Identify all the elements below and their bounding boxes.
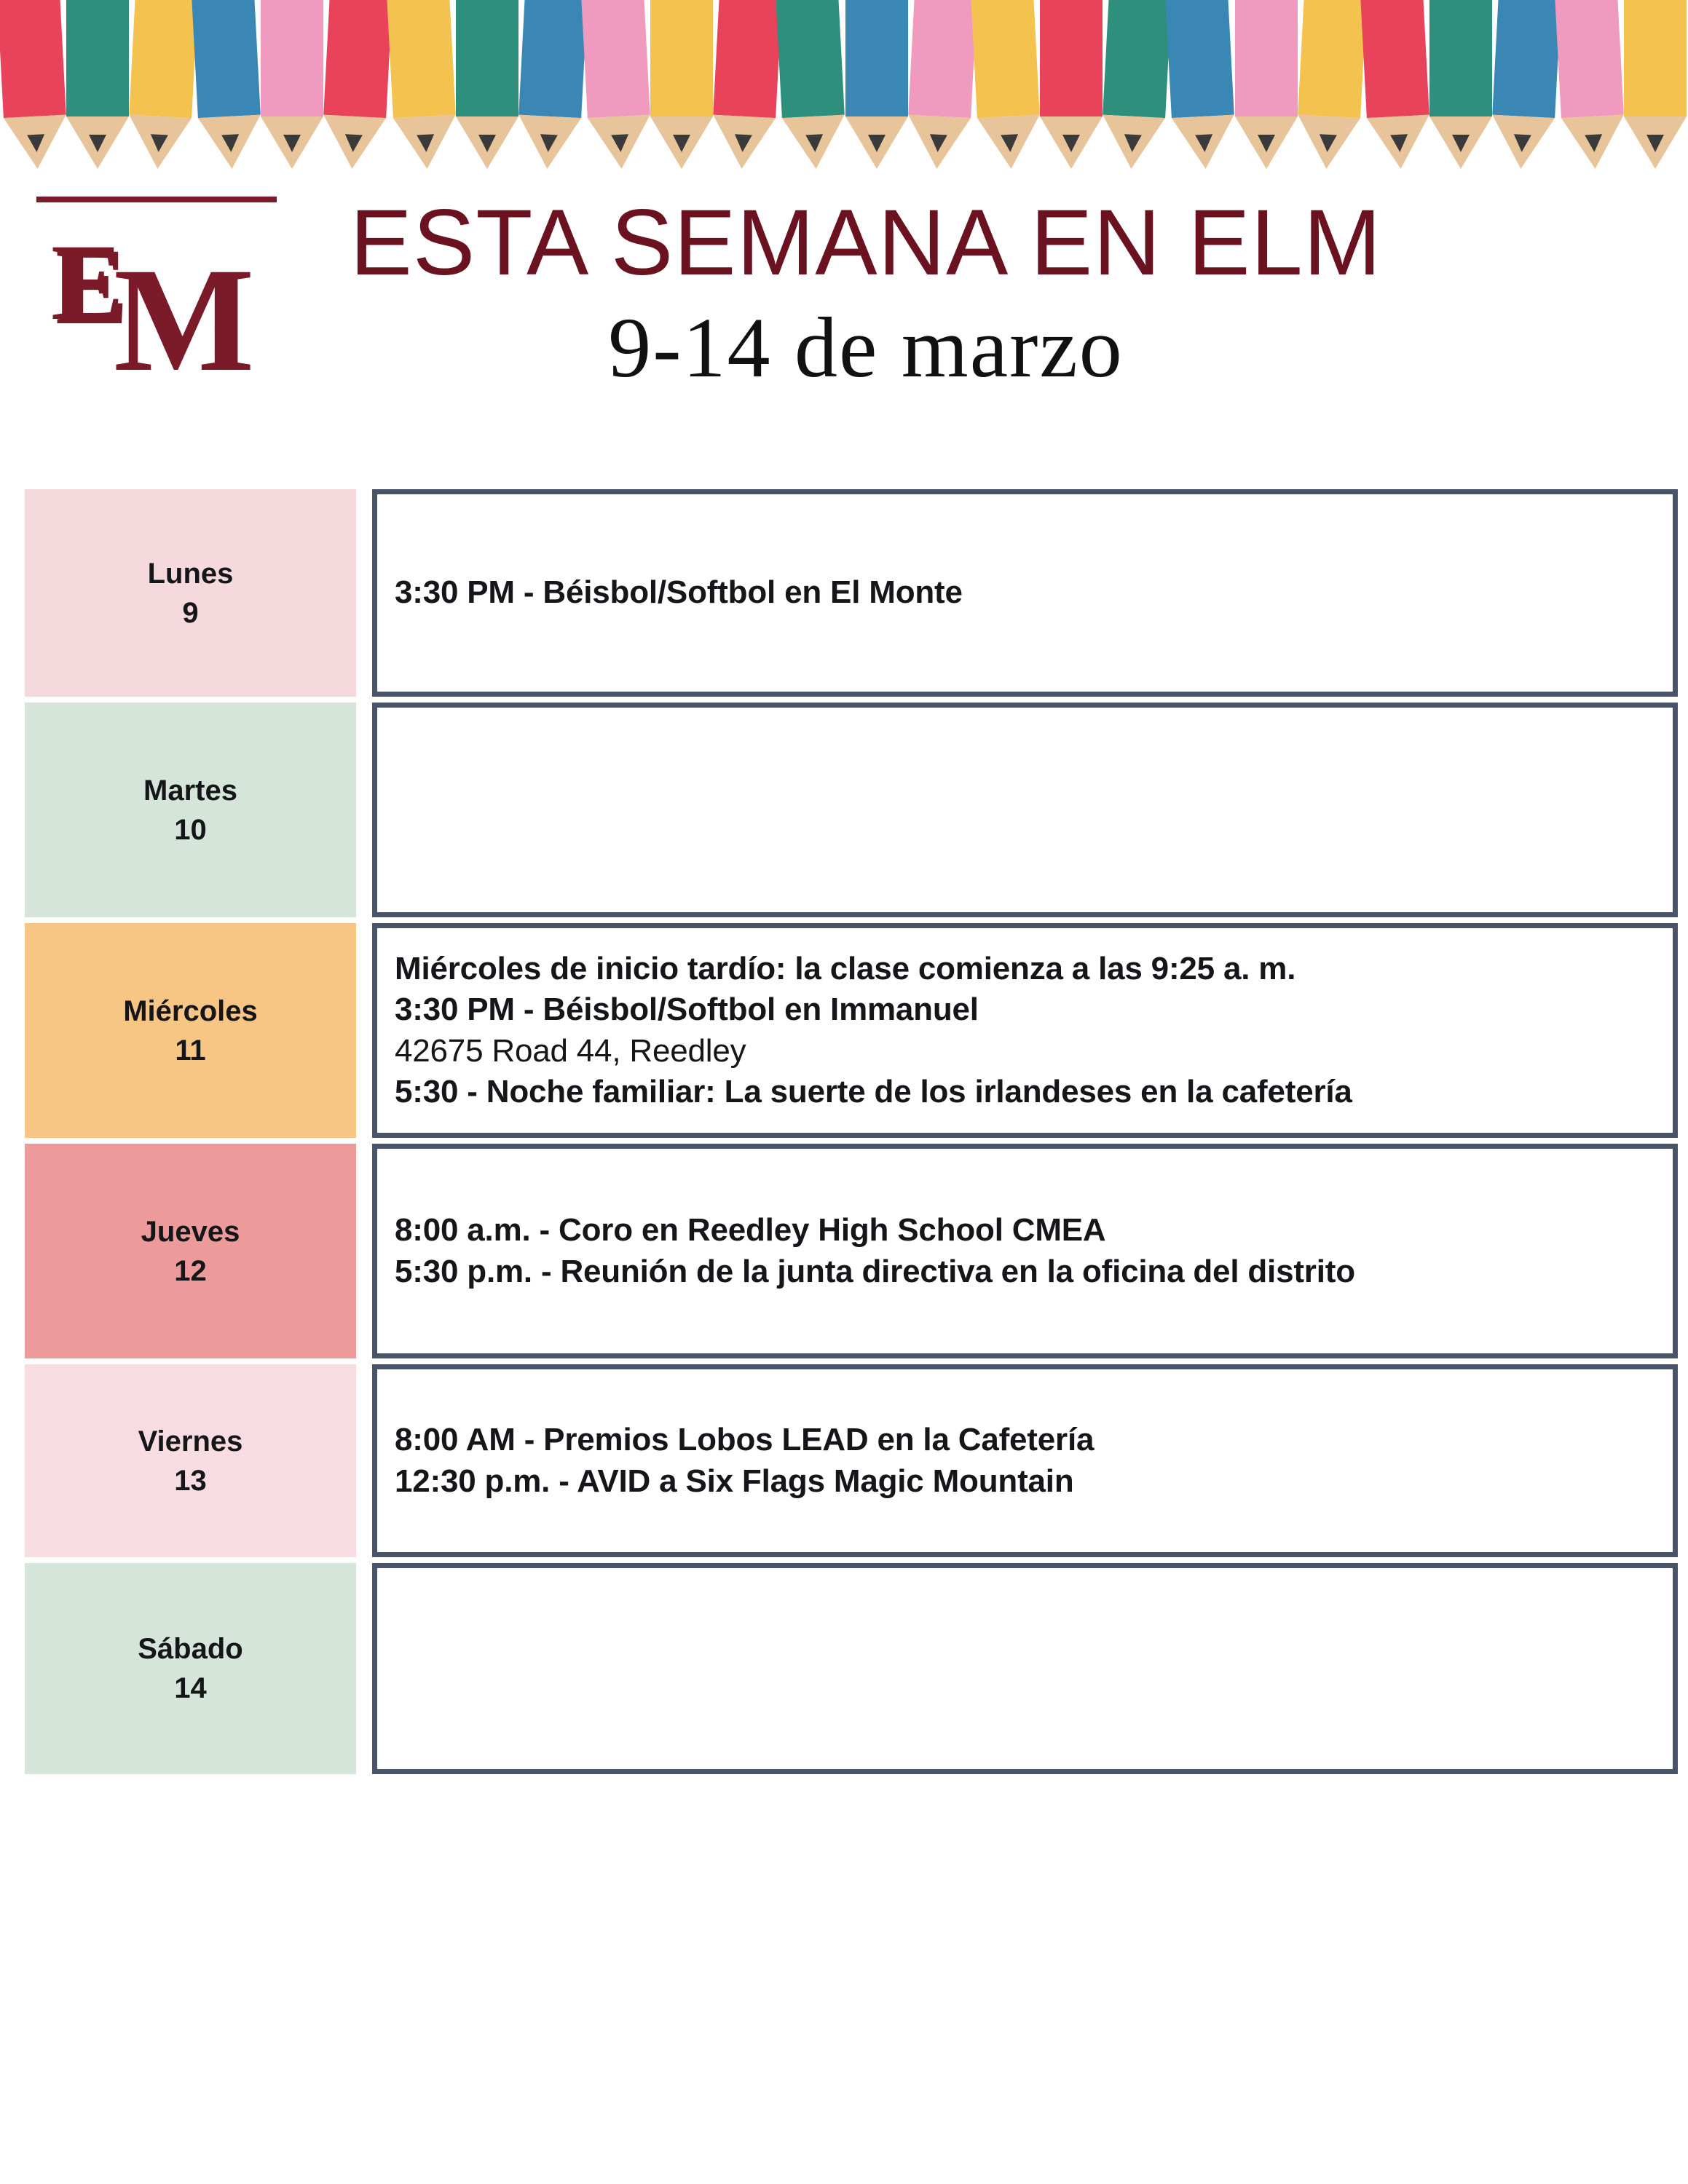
weekly-schedule-table (25, 489, 1678, 1774)
schedule-row (25, 923, 1678, 1138)
schedule-row (25, 1563, 1678, 1774)
logo-letter-e: E (51, 222, 114, 343)
pencil-icon (321, 0, 393, 170)
day-name: Miércoles (123, 994, 258, 1027)
pencil-icon (261, 0, 323, 169)
pencil-icon (1360, 0, 1432, 170)
row-spacer (25, 1358, 1678, 1364)
logo-letter-m: M (114, 237, 245, 403)
pencil-icon (776, 0, 848, 170)
event-item: 3:30 PM - Béisbol/Softbol en El Monte (395, 574, 963, 611)
pencil-icon (845, 0, 908, 169)
day-label-miércoles (25, 923, 356, 1138)
row-spacer (25, 1138, 1678, 1144)
event-item: Miércoles de inicio tardío: la clase comienza a las 9:25 a. m. (395, 950, 1296, 986)
pencil-icon (1490, 0, 1562, 170)
schedule-row (25, 1144, 1678, 1358)
row-spacer (25, 697, 1678, 703)
day-number: 9 (182, 596, 199, 629)
pencil-icon (1555, 0, 1627, 170)
page-header (0, 189, 1688, 451)
pencil-icon (1235, 0, 1298, 169)
events-cell-jueves (372, 1144, 1678, 1358)
event-item: 5:30 - Noche familiar: La suerte de los irlandeses en la cafetería (395, 1073, 1352, 1109)
page-subtitle: 9-14 de marzo (608, 300, 1124, 395)
day-name: Lunes (147, 557, 234, 590)
schedule-row (25, 1364, 1678, 1557)
pencil-icon (126, 0, 198, 170)
pencil-icon (191, 0, 263, 170)
day-number: 12 (174, 1254, 207, 1287)
pencil-icon (66, 0, 129, 169)
day-number: 10 (174, 813, 207, 846)
pencil-icon (1100, 0, 1172, 170)
pencil-icon (1295, 0, 1367, 170)
day-label-jueves (25, 1144, 356, 1358)
day-number: 11 (175, 1034, 206, 1067)
events-cell-miércoles (372, 923, 1678, 1138)
day-number: 14 (174, 1672, 207, 1704)
events-cell-sábado (372, 1563, 1678, 1774)
day-number: 13 (174, 1464, 207, 1497)
event-item: 42675 Road 44, Reedley (395, 1032, 746, 1069)
pencil-icon (386, 0, 458, 170)
day-name: Viernes (138, 1425, 243, 1457)
pencil-icon (970, 0, 1042, 170)
day-label-martes (25, 703, 356, 917)
events-cell-martes (372, 703, 1678, 917)
pencil-icon (711, 0, 783, 170)
day-label-viernes (25, 1364, 356, 1557)
event-item: 5:30 p.m. - Reunión de la junta directiva en la oficina del distrito (395, 1253, 1355, 1289)
events-cell-lunes (372, 489, 1678, 697)
event-item: 8:00 AM - Premios Lobos LEAD en la Cafetería (395, 1422, 1095, 1458)
day-name: Jueves (141, 1215, 240, 1248)
pencil-icon (1165, 0, 1237, 170)
pencil-icon (516, 0, 588, 170)
pencil-border-decoration (0, 0, 1688, 189)
schedule-row (25, 703, 1678, 917)
pencil-icon (1040, 0, 1103, 169)
schedule-row (25, 489, 1678, 697)
day-label-sábado (25, 1563, 356, 1774)
event-item: 3:30 PM - Béisbol/Softbol en Immanuel (395, 992, 979, 1028)
day-name: Sábado (138, 1633, 243, 1665)
day-name: Martes (143, 774, 237, 807)
events-cell-viernes (372, 1364, 1678, 1557)
pencil-icon (0, 0, 68, 170)
row-spacer (25, 917, 1678, 923)
pencil-icon (1429, 0, 1492, 169)
page-title: ESTA SEMANA EN ELM (350, 191, 1382, 295)
pencil-icon (580, 0, 652, 170)
pencil-icon (905, 0, 977, 170)
event-item: 12:30 p.m. - AVID a Six Flags Magic Mountain (395, 1463, 1074, 1499)
event-item: 8:00 a.m. - Coro en Reedley High School CMEA (395, 1212, 1106, 1249)
pencil-icon (1624, 0, 1687, 169)
day-label-lunes (25, 489, 356, 697)
row-spacer (25, 1557, 1678, 1563)
pencil-icon (456, 0, 518, 169)
pencil-icon (650, 0, 713, 169)
